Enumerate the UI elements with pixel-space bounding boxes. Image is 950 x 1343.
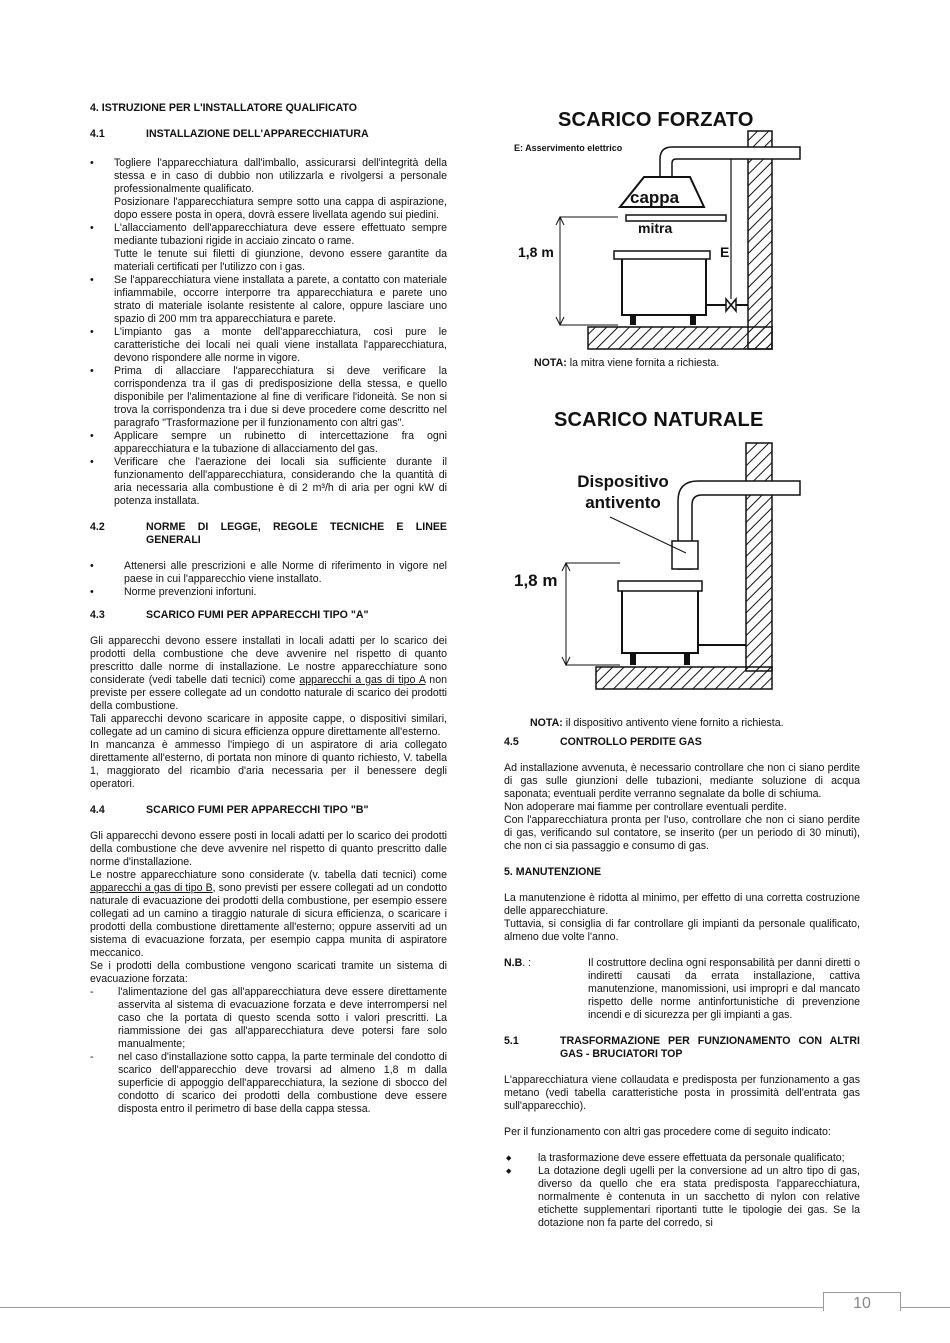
figure-note: NOTA: la mitra viene fornita a richiesta.	[534, 357, 720, 369]
anti-wind-device	[672, 541, 698, 569]
appliance-foot	[630, 315, 636, 325]
footer-rule	[0, 1307, 950, 1308]
section-4-4-paragraph: Le nostre apparecchiature sono considerate (v. tabella dati tecnici) come apparecchi a gas di tipo B, sono previsti per essere collegati ad un condotto naturale di evacuazione dei prodotti della combustione, per esempio essere collegati ad un camino a tiraggio naturale di sicura efficienza, o scaricare i prodotti della combustione direttamente all'esterno; oppure asserviti ad un sistema di evacuazione forzata, per esempio cappa munita di aspiratore meccanico.	[90, 869, 448, 959]
chapter-heading: 4. ISTRUZIONE PER L'INSTALLATORE QUALIFICATO	[90, 102, 357, 114]
section-4-3-heading: 4.3 SCARICO FUMI PER APPARECCHI TIPO "A"	[90, 609, 369, 621]
appliance-top	[618, 581, 702, 591]
figure-subtitle: E: Asservimento elettrico	[514, 143, 623, 153]
label-cappa: cappa	[630, 188, 680, 207]
appliance-body	[622, 589, 698, 653]
list-item: • Verificare che l'aerazione dei locali sia sufficiente durante il funzionamento dell'apparecchiatura, considerando che la quantità di aria necessaria alla combustione è di 2 m³/h di aria per ogni kW di potenza installata.	[90, 456, 447, 508]
section-5-1-paragraph: L'apparecchiatura viene collaudata e predisposta per funzionamento a gas metano (vedi tabella caratteristiche posta in prossimità dell'entrata gas sull'apparecchio).	[504, 1074, 860, 1112]
forced-exhaust-diagram	[510, 129, 850, 379]
label-mitra: mitra	[638, 220, 673, 236]
section-4-5-paragraph: Non adoperare mai fiamme per controllare eventuali perdite.	[504, 801, 787, 813]
wall-hatch	[746, 443, 772, 671]
section-4-2-heading: 4.2 NORME DI LEGGE, REGOLE TECNICHE E LINEE GENERALI	[90, 521, 447, 546]
list-item: • Prima di allacciare l'apparecchiatura si deve verificare la corrispondenza tra il gas di predisposizione della stessa, e quello disponibile per l'alimentazione al fine di verificare l'idoneità. Se non si trova la corrispondenza tra i due si deve procedere come descritto nel paragrafo "Trasformazione per il funzionamento con altri gas".	[90, 365, 447, 430]
section-4-1-heading: 4.1 INSTALLAZIONE DELL'APPARECCHIATURA	[90, 128, 369, 140]
figure-note: NOTA: il dispositivo antivento viene fornito a richiesta.	[530, 717, 784, 729]
section-4-5-paragraph: Con l'apparecchiatura pronta per l'uso, controllare che non ci siano perdite di gas, verificando sul contatore, se inserito (per un periodo di 30 minuti), che non ci sia passaggio e consumo di gas.	[504, 814, 860, 852]
section-4-2-list	[90, 560, 447, 599]
section-5-1-list	[504, 1152, 860, 1230]
right-column	[504, 736, 860, 1230]
left-column	[90, 102, 447, 1116]
label-height: 1,8 m	[514, 571, 558, 590]
list-item: - nel caso d'installazione sotto cappa, la parte terminale del condotto di scarico dell'apparecchio deve trovarsi ad almeno 1,8 m dalla superficie di appoggio dell'apparecchiatura, la sezione di sbocco del condotto di scarico dei prodotti della combustione deve essere disposta entro il perimetro di base della cappa stessa.	[90, 1051, 447, 1116]
list-item: • Attenersi alle prescrizioni e alle Norme di riferimento in vigore nel paese in cui l'apparecchio viene installato.	[90, 560, 447, 586]
label-e: E	[720, 244, 730, 260]
list-item: - l'alimentazione del gas all'apparecchiatura deve essere direttamente asservita al sistema di evacuazione forzata e deve interrompersi nel caso che la portata di questo scenda sotto i valori prescritti. La riammissione dei gas all'apparecchiatura deve potersi fare solo manualmente;	[90, 986, 447, 1051]
section-5-1-paragraph: Per il funzionamento con altri gas procedere come di seguito indicato:	[504, 1126, 831, 1138]
exhaust-duct	[660, 147, 800, 177]
list-item: • L'allacciamento dell'apparecchiatura deve essere effettuato sempre mediante tubazioni rigide in acciaio zincato o rame. Tutte le tenute sui filetti di giunzione, devono essere garantite da materiali certificati per l'utilizzo con i gas.	[90, 222, 447, 274]
section-4-4-paragraph: Se i prodotti della combustione vengono scaricati tramite un sistema di evacuazione forzata:	[90, 960, 447, 985]
section-5-paragraph: La manutenzione è ridotta al minimo, per effetto di una corretta costruzione delle apparecchiature.	[504, 892, 860, 917]
section-4-4-dash-list	[90, 986, 447, 1116]
figure-forced-exhaust	[510, 105, 850, 385]
section-4-1-list	[90, 157, 447, 508]
section-4-4-paragraph: Gli apparecchi devono essere posti in locali adatti per lo scarico dei prodotti della combustione che deve avvenire nel rispetto di quanto prescritto dalle norme d'installazione.	[90, 830, 447, 868]
list-item: ◆ la trasformazione deve essere effettuata da personale qualificato;	[504, 1152, 860, 1165]
section-4-4-heading: 4.4 SCARICO FUMI PER APPARECCHI TIPO "B"	[90, 804, 369, 816]
figure-title: SCARICO NATURALE	[554, 409, 764, 431]
appliance-foot	[630, 653, 636, 665]
section-4-5-paragraph: Ad installazione avvenuta, è necessario controllare che non ci siano perdite di gas sulle giunzioni delle tubazioni, mediante soluzione di acqua saponata; eventuali perdite verranno segnalate da bolle di schiuma.	[504, 762, 860, 800]
section-5-paragraph: Tuttavia, si consiglia di far controllare gli impianti da personale qualificato, almeno due volte l'anno.	[504, 918, 860, 943]
page-number: 10	[823, 1292, 901, 1311]
figure-title: SCARICO FORZATO	[558, 109, 754, 131]
section-5-1-heading: 5.1 TRASFORMAZIONE PER FUNZIONAMENTO CON ALTRI GAS - BRUCIATORI TOP	[504, 1035, 860, 1060]
leader-line	[610, 517, 686, 553]
chapter-5-heading: 5. MANUTENZIONE	[504, 866, 602, 878]
section-4-5-heading: 4.5 CONTROLLO PERDITE GAS	[504, 736, 702, 748]
appliance-foot	[690, 315, 696, 325]
appliance-body	[622, 257, 706, 315]
list-item: • Applicare sempre un rubinetto di intercettazione fra ogni apparecchiatura e la tubazione di allacciamento del gas.	[90, 430, 447, 456]
list-item: • Togliere l'apparecchiatura dall'imballo, assicurarsi dell'integrità della stessa e in caso di dubbio non utilizzarla e rivolgersi a personale professionalmente qualificato. Posizionare l'apparecchiatura sempre sotto una cappa di aspirazione, dopo essere posta in opera, dovrà essere livellata agendo sui piedini.	[90, 157, 447, 222]
section-4-3-paragraph: In mancanza è ammesso l'impiego di un aspiratore di aria collegato direttamente all'esterno, di portata non minore di quanto richiesto, V. tabella 1, maggiorato del ricambio d'aria necessaria per il benessere degli operatori.	[90, 739, 447, 790]
nb-note: N.B. : Il costruttore declina ogni responsabilità per danni diretti o indiretti causati da errata installazione, cattiva manutenzione, manomissioni, usi impropri e dal mancato rispetto delle norme antinfortunistiche di prevenzione incendi e di sicurezza per gli impianti a gas.	[504, 957, 860, 1021]
appliance-top	[614, 251, 710, 259]
floor-hatch	[588, 327, 772, 349]
gas-valve-icon	[726, 299, 736, 311]
list-item: • Norme prevenzioni infortuni.	[90, 586, 447, 599]
list-item: • L'impianto gas a monte dell'apparecchiatura, così pure le caratteristiche dei locali nei quali viene installata l'apparecchiatura, devono rispondere alle norme in vigore.	[90, 326, 447, 365]
floor-hatch	[596, 667, 772, 689]
list-item: ◆ La dotazione degli ugelli per la conversione ad un altro tipo di gas, diverso da quello che era stata predisposta l'apparecchiatura, normalmente è contenuta in un sacchetto di nylon con relative etichette supplementari riportanti tutte le tipologie dei gas. Se la dotazione non fa parte del corredo, si	[504, 1165, 860, 1230]
wall-hatch	[748, 131, 772, 349]
label-anti-wind-device: Dispositivo antivento	[577, 472, 669, 512]
section-4-3-paragraph: Gli apparecchi devono essere installati in locali adatti per lo scarico dei prodotti della combustione che deve avvenire nel rispetto di quanto prescritto dalle norme di installazione. Le nostre apparecchiature sono considerate (vedi tabelle dati tecnici) come apparecchi a gas di tipo A non previste per essere collegate ad un condotto naturale di scarico dei prodotti della combustione.	[90, 635, 447, 712]
figure-natural-exhaust	[510, 405, 850, 735]
label-height: 1,8 m	[518, 244, 554, 260]
section-4-3-paragraph: Tali apparecchi devono scaricare in apposite cappe, o dispositivi similari, collegate ad un camino di sicura efficienza oppure direttamente all'esterno.	[90, 713, 447, 738]
list-item: • Se l'apparecchiatura viene installata a parete, a contatto con materiale infiammabile, occorre interporre tra apparecchiatura e parete uno strato di materiale isolante resistente al calore, oppure lasciare uno spazio di 200 mm tra apparecchiatura e parete.	[90, 274, 447, 326]
appliance-foot	[684, 653, 690, 665]
